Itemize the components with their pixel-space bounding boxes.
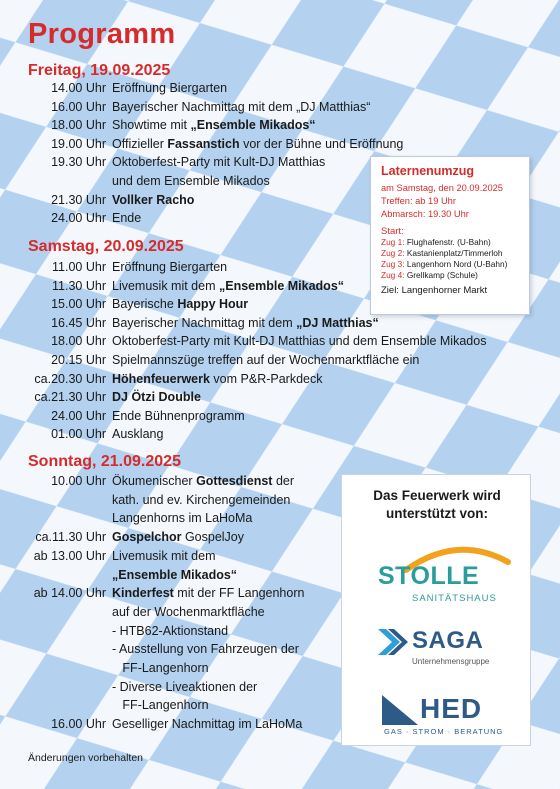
laternenumzug-depart: Abmarsch: 19.30 Uhr — [381, 209, 469, 219]
page-title: Programm — [28, 18, 176, 50]
description-text: Langenhorns im LaHoMa — [112, 511, 253, 526]
hed-subtitle: GAS · STROM · BERATUNG — [384, 727, 504, 736]
zug-place: Langenhorn Nord (U-Bahn) — [406, 259, 508, 269]
description-text: GospelJoy — [181, 530, 244, 545]
schedule-description — [112, 211, 141, 226]
description-text: FF-Langenhorn — [112, 661, 209, 675]
description-highlight: Gospelchor — [112, 530, 182, 545]
schedule-time: 20.15 Uhr — [51, 353, 106, 367]
schedule-time: 10.00 Uhr — [51, 474, 106, 488]
schedule-description — [112, 390, 201, 405]
schedule-description — [112, 717, 302, 732]
schedule-description — [112, 511, 252, 526]
description-highlight: DJ Ötzi Double — [112, 390, 201, 405]
schedule-description — [112, 118, 316, 133]
schedule-description — [112, 474, 294, 489]
schedule-time: 11.30 Uhr — [52, 278, 106, 293]
hed-name: HED — [420, 693, 483, 724]
schedule-time: 16.00 Uhr — [51, 717, 106, 732]
schedule-time: ca.11.30 Uhr — [35, 530, 106, 545]
description-highlight: „Ensemble Mikados“ — [218, 278, 345, 293]
description-text: - Ausstellung von Fahrzeugen der — [112, 642, 299, 657]
description-text: Spielmannszüge treffen auf der Wochenmarktfläche ein — [112, 353, 420, 367]
description-highlight: Gottesdienst — [196, 474, 273, 488]
zug-label: Zug 2: — [381, 248, 405, 258]
schedule-description — [112, 698, 209, 713]
schedule-description — [112, 624, 228, 639]
description-highlight: „DJ Matthias“ — [296, 315, 379, 330]
hed-logo — [378, 693, 508, 741]
description-text: Eröffnung Biergarten — [112, 81, 228, 95]
schedule-time: 01.00 Uhr — [51, 427, 106, 442]
zug-place: Flughafenstr. (U-Bahn) — [406, 237, 491, 247]
description-highlight: Kinderfest — [112, 586, 174, 601]
description-text: Ende — [112, 211, 142, 226]
schedule-description — [112, 427, 163, 442]
saga-name: SAGA — [412, 627, 484, 654]
description-highlight: „Ensemble Mikados“ — [190, 118, 316, 133]
hed-triangle-icon — [382, 695, 418, 725]
stolle-logo — [378, 540, 508, 610]
schedule-description — [112, 155, 325, 170]
day-heading-saturday: Samstag, 20.09.2025 — [28, 238, 184, 255]
schedule-time: ca.20.30 Uhr — [34, 371, 106, 386]
laternenumzug-date: am Samstag, den 20.09.2025 — [381, 183, 503, 193]
sponsor-heading — [342, 487, 532, 523]
description-text: Eröffnung Biergarten — [112, 260, 228, 274]
schedule-description — [112, 409, 245, 424]
laternenumzug-zug — [381, 248, 519, 259]
schedule-description — [112, 549, 216, 564]
description-text: Livemusik mit dem — [112, 278, 219, 293]
schedule-description — [112, 372, 322, 387]
description-text: Ausklang — [112, 427, 164, 442]
schedule-description — [112, 605, 265, 620]
zug-place: Kastanienplatz/Timmerloh — [406, 248, 503, 258]
saga-subtitle: Unternehmensgruppe — [412, 657, 490, 666]
schedule-time: ca.21.30 Uhr — [34, 390, 106, 405]
laternenumzug-meet: Treffen: ab 19 Uhr — [381, 196, 456, 206]
laternenumzug-zug — [381, 237, 519, 248]
description-text: Bayerischer Nachmittag mit dem — [112, 315, 297, 330]
description-highlight: Vollker Racho — [112, 192, 195, 207]
laternenumzug-title: Laternenumzug — [381, 164, 475, 178]
laternenumzug-goal: Ziel: Langenhorner Markt — [381, 285, 488, 296]
schedule-time: ab 13.00 Uhr — [33, 548, 106, 563]
schedule-description — [112, 642, 299, 657]
description-text: der — [272, 474, 295, 488]
schedule-time: 16.45 Uhr — [51, 315, 106, 330]
description-highlight: Fassanstich — [167, 136, 240, 151]
schedule-description — [112, 81, 227, 96]
schedule-description — [112, 297, 248, 312]
schedule-description — [112, 334, 486, 349]
day-heading-friday: Freitag, 19.09.2025 — [28, 62, 171, 79]
sponsor-box — [341, 474, 531, 746]
schedule-description — [112, 137, 403, 152]
zug-place: Grellkamp (Schule) — [406, 270, 478, 280]
zug-label: Zug 4: — [381, 270, 405, 280]
saga-arrow-icon — [378, 627, 408, 657]
description-text: Oktoberfest-Party mit Kult-DJ Matthias — [112, 155, 326, 170]
description-text: Oktoberfest-Party mit Kult-DJ Matthias und dem Ensemble Mikados — [112, 334, 487, 349]
description-text: FF-Langenhorn — [112, 698, 209, 713]
footer-note: Änderungen vorbehalten — [28, 752, 144, 764]
schedule-time: 18.00 Uhr — [51, 334, 106, 349]
laternenumzug-start-label: Start: — [381, 226, 404, 237]
description-text: Bayerischer Nachmittag mit dem „DJ Matthias“ — [112, 99, 371, 114]
schedule-time: ab 14.00 Uhr — [33, 586, 106, 601]
schedule-description — [112, 661, 209, 676]
description-highlight: Höhenfeuerwerk — [112, 371, 210, 386]
description-text: - Diverse Liveaktionen der — [112, 679, 258, 694]
laternenumzug-zug — [381, 259, 519, 270]
schedule-description — [112, 100, 370, 115]
description-text: auf der Wochenmarktfläche — [112, 604, 265, 619]
schedule-time: 15.00 Uhr — [51, 297, 106, 312]
sponsor-heading-line: unterstützt von: — [386, 506, 488, 521]
saga-logo — [378, 625, 508, 671]
zug-label: Zug 3: — [381, 259, 405, 269]
schedule-description — [112, 586, 304, 601]
schedule-time: 18.00 Uhr — [51, 118, 106, 133]
stolle-name: STOLLE — [378, 562, 480, 590]
description-text: und dem Ensemble Mikados — [112, 174, 270, 188]
description-text: Bayerische — [112, 297, 178, 312]
schedule-time: 19.30 Uhr — [51, 155, 106, 170]
schedule-description — [112, 193, 194, 208]
description-text: Ökumenischer — [112, 474, 197, 488]
description-text: Offizieller — [112, 136, 168, 151]
schedule-description — [112, 680, 257, 695]
description-text: Livemusik mit dem — [112, 548, 216, 563]
description-text: - HTB62-Aktionstand — [112, 623, 229, 638]
description-highlight: „Ensemble Mikados“ — [112, 567, 238, 582]
description-text: kath. und ev. Kirchengemeinden — [112, 492, 291, 507]
description-text: vor der Bühne und Eröffnung — [239, 136, 404, 151]
zug-label: Zug 1: — [381, 237, 405, 247]
schedule-description — [112, 530, 244, 545]
laternenumzug-zug — [381, 270, 519, 281]
description-highlight: Happy Hour — [177, 297, 249, 312]
schedule-time: 19.00 Uhr — [51, 136, 106, 151]
sponsor-heading-line: Das Feuerwerk wird — [373, 488, 501, 503]
description-text: Geselliger Nachmittag im LaHoMa — [112, 717, 303, 732]
laternenumzug-box — [370, 156, 530, 315]
schedule-description — [112, 316, 379, 331]
stolle-subtitle: SANITÄTSHAUS — [412, 593, 497, 604]
schedule-description — [112, 174, 270, 189]
description-text: Ende Bühnenprogramm — [112, 408, 245, 423]
schedule-description — [112, 353, 419, 368]
description-text: vom P&R-Parkdeck — [209, 371, 323, 386]
schedule-time: 21.30 Uhr — [51, 192, 106, 207]
schedule-time: 24.00 Uhr — [51, 211, 106, 226]
schedule-description — [112, 493, 290, 508]
schedule-time: 16.00 Uhr — [51, 99, 106, 114]
schedule-description — [112, 279, 344, 294]
schedule-time: 24.00 Uhr — [51, 408, 106, 423]
schedule-description — [112, 568, 237, 583]
schedule-time: 11.00 Uhr — [52, 260, 106, 274]
description-text: Showtime mit — [112, 118, 191, 133]
day-heading-sunday: Sonntag, 21.09.2025 — [28, 453, 181, 470]
description-text: mit der FF Langenhorn — [173, 586, 305, 601]
schedule-time: 14.00 Uhr — [51, 81, 106, 95]
schedule-description — [112, 260, 227, 275]
